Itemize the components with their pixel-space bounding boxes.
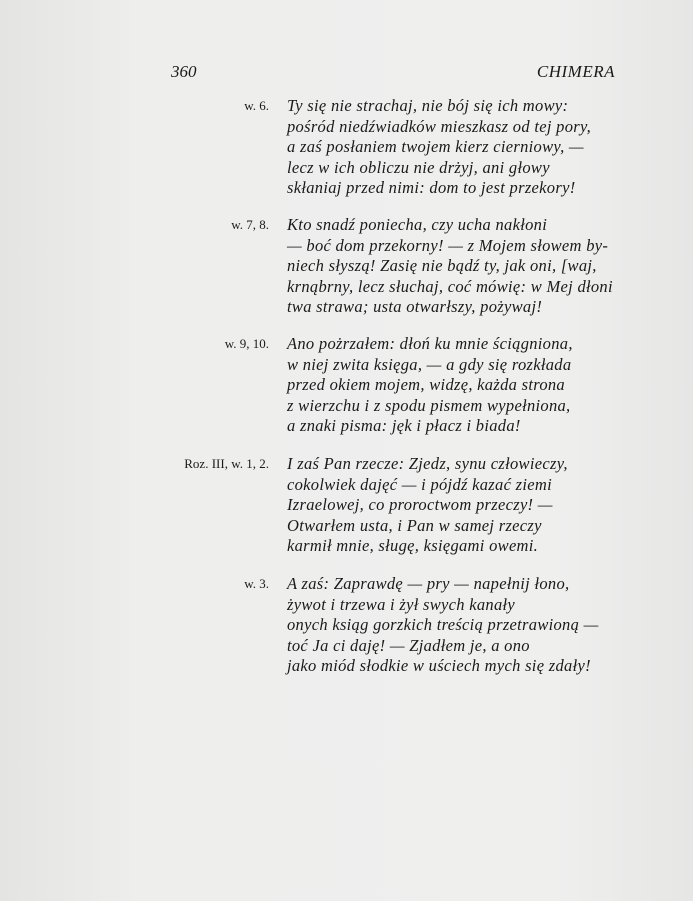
verse-line: niech słyszą! Zasię nie bądź ty, jak oni, [waj,: [287, 256, 597, 276]
verse-label: w. 6.: [244, 98, 269, 113]
verse-line: Otwarłem usta, i Pan w samej rzeczy: [287, 515, 542, 535]
verse-label: Roz. III, w. 1, 2.: [184, 456, 269, 471]
verse-line: z wierzchu i z spodu pismem wypełniona,: [287, 395, 571, 415]
verse-line: onych ksiąg gorzkich treścią przetrawioną —: [287, 615, 599, 635]
verse-line: A zaś: Zaprawdę — pry — napełnij łono,: [287, 574, 570, 593]
page-number: 360: [171, 62, 197, 81]
verse-line: karmił mnie, sługę, księgami owemi.: [287, 536, 539, 556]
verse-line: krnąbrny, lecz słuchaj, coć mówię: w Mej dłoni: [287, 276, 613, 296]
verse-line: skłaniaj przed nimi: dom to jest przekory!: [287, 178, 576, 198]
verse-line: — boć dom przekorny! — z Mojem słowem by-: [287, 235, 609, 255]
verse-line: żywot i trzewa i żył swych kanały: [287, 594, 516, 614]
verse-label: w. 7, 8.: [231, 217, 269, 232]
verse-line: w niej zwita księga, — a gdy się rozkłada: [287, 354, 572, 374]
running-title: CHIMERA: [536, 62, 615, 81]
verse-line: toć Ja ci daję! — Zjadłem je, a ono: [287, 635, 530, 655]
verse-line: a zaś posłaniem twojem kierz cierniowy, —: [287, 137, 584, 157]
verse-label: w. 3.: [244, 576, 269, 591]
verse-line: jako miód słodkie w uściech mych się zdały!: [287, 656, 591, 676]
verse-line: przed okiem mojem, widzę, każda strona: [287, 375, 565, 395]
verse-line: Ano pożrzałem: dłoń ku mnie ściągniona,: [287, 334, 573, 353]
verse-line: cokolwiek dajęć — i pójdź kazać ziemi: [287, 474, 552, 494]
verse-line: Izraelowej, co proroctwom przeczy! —: [287, 495, 553, 515]
verse-line: pośród niedźwiadków mieszkasz od tej pory,: [287, 116, 592, 136]
verse-line: lecz w ich obliczu nie drżyj, ani głowy: [287, 157, 550, 177]
verse-label: w. 9, 10.: [224, 336, 269, 351]
verse-line: Kto snadź poniecha, czy ucha nakłoni: [287, 215, 548, 234]
verse-line: Ty się nie strachaj, nie bój się ich mowy:: [287, 96, 569, 115]
verse-line: a znaki pisma: jęk i płacz i biada!: [287, 416, 521, 436]
verse-line: twa strawa; usta otwarłszy, pożywaj!: [287, 297, 543, 317]
verse-line: I zaś Pan rzecze: Zjedz, synu człowieczy,: [287, 454, 568, 473]
